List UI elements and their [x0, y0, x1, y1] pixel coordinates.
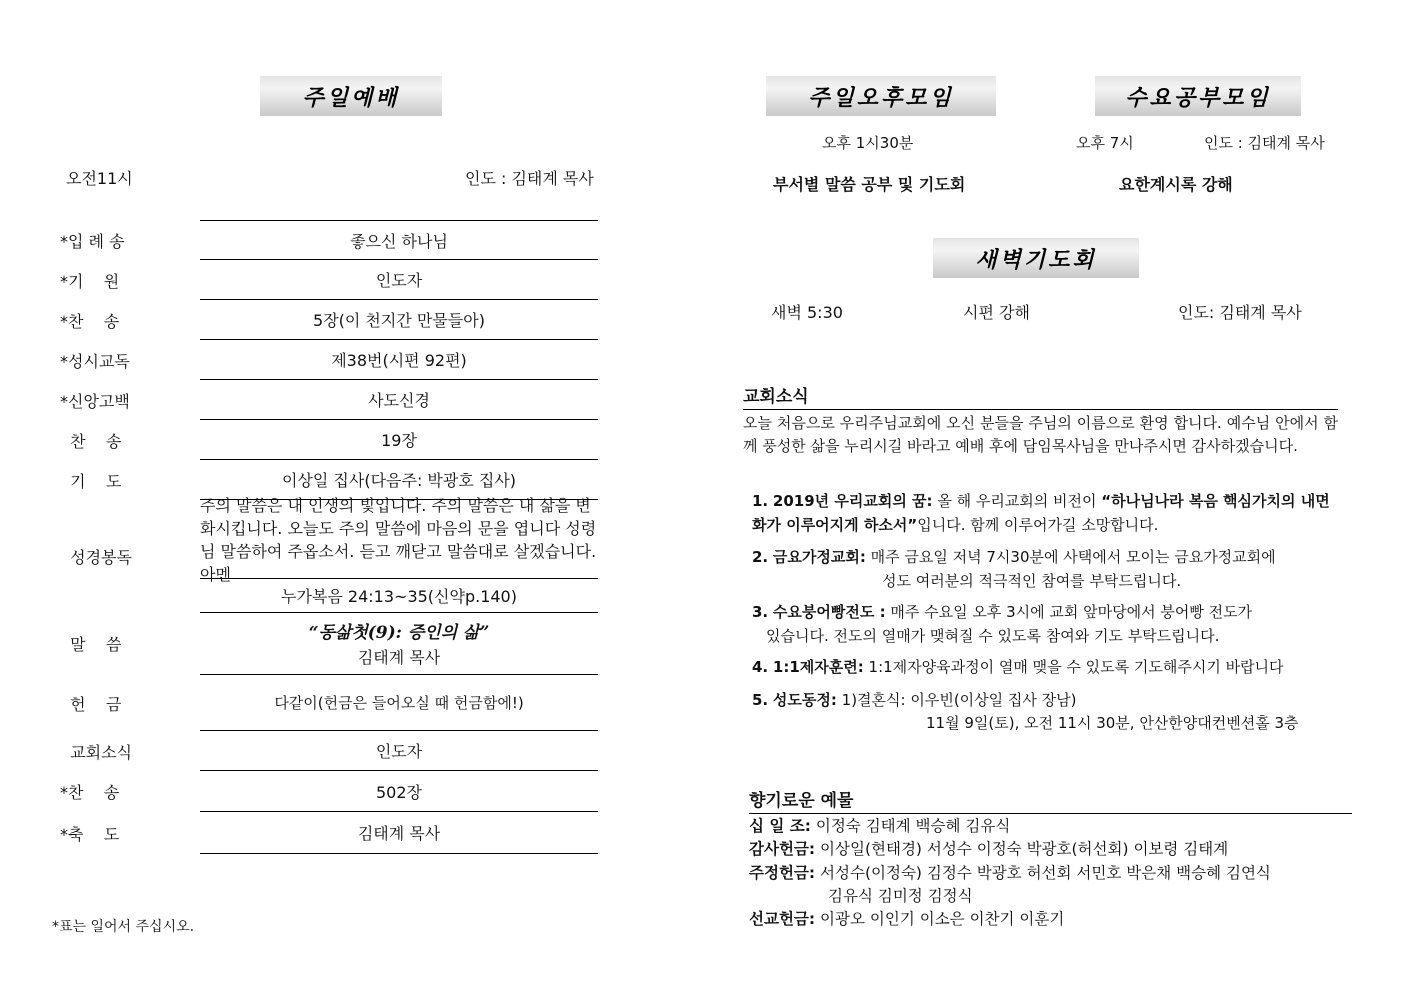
order-value: 502장 [200, 771, 598, 812]
order-value: 좋으신 하나님 [200, 220, 598, 260]
order-label: *입 례 송 [60, 231, 125, 251]
order-row [60, 340, 600, 380]
order-row [60, 260, 600, 300]
offering-row [749, 838, 1228, 861]
offering-label: 십 일 조: [749, 817, 811, 835]
order-row-sermon [60, 612, 600, 675]
order-value: 사도신경 [200, 380, 598, 420]
news-item-cont: 있습니다. 전도의 열매가 맺혀질 수 있도록 참여와 기도 부탁드립니다. [766, 627, 1220, 645]
offering-names: 이광오 이인기 이소은 이찬기 이훈기 [820, 910, 1065, 928]
news-heading [743, 382, 1338, 410]
afternoon-time: 오후 1시30분 [822, 134, 914, 152]
afternoon-desc: 부서별 말씀 공부 및 기도회 [773, 175, 966, 194]
news-item-cont: 성도 여러분의 적극적인 참여를 부탁드립니다. [882, 572, 1182, 590]
order-row [60, 675, 600, 731]
news-num: 1. [752, 492, 769, 510]
news-item [752, 655, 1352, 679]
offering-names-cont: 김유식 김미정 김정식 [828, 887, 973, 905]
offering-heading [749, 786, 1352, 814]
order-value: 인도자 [200, 260, 598, 300]
order-row [60, 771, 600, 812]
offering-label: 감사헌금: [749, 840, 816, 858]
news-text: 입니다. 함께 이루어가길 소망합니다. [917, 516, 1159, 534]
order-row [60, 220, 600, 260]
order-value: 인도자 [200, 731, 598, 771]
order-row [60, 380, 600, 420]
order-value: 5장(이 천지간 만물들아) [200, 300, 598, 340]
dawn-title: 새벽기도회 [933, 238, 1139, 278]
news-text: 올 해 우리교회의 비전이 [932, 492, 1102, 510]
dawn-time: 새벽 5:30 [771, 303, 843, 322]
dawn-desc: 시편 강해 [963, 303, 1030, 322]
order-label: 헌 금 [60, 694, 122, 714]
news-head: 수요붕어빵전도 : [772, 603, 886, 621]
news-item-cont: 11월 9일(토), 오전 11시 30분, 안산한양대컨벤션홀 3층 [926, 714, 1299, 732]
afternoon-title: 주일오후모임 [766, 76, 996, 116]
order-of-worship [60, 220, 600, 854]
news-num: 3. [752, 603, 769, 621]
wednesday-title: 수요공부모임 [1095, 76, 1301, 116]
order-value: 이상일 집사(다음주: 박광호 집사) [200, 460, 598, 500]
order-label: *찬 송 [60, 311, 120, 331]
order-label: *신앙고백 [60, 391, 130, 411]
news-item [752, 688, 1352, 712]
offering-names: 이상일(현태경) 서성수 이정숙 박광호(허선회) 이보령 김태계 [820, 840, 1229, 858]
news-text: 1:1제자양육과정이 열매 맺을 수 있도록 기도해주시기 바랍니다 [863, 658, 1284, 676]
news-head: 1:1제자훈련: [772, 658, 864, 676]
offering-title: 향기로운 예물 [749, 791, 854, 811]
news-num: 5. [752, 691, 769, 709]
news-emphasis: “하나님나라 복음 핵심가치의 내면화가 이루어지게 하소서” [752, 492, 1330, 534]
dawn-leader: 인도: 김태계 목사 [1178, 303, 1302, 322]
order-label: 성경봉독 [60, 547, 132, 567]
order-value: 다같이(헌금은 들어오실 때 헌금함에!) [200, 675, 598, 731]
news-intro: 오늘 처음으로 우리주님교회에 오신 분들을 주님의 이름으로 환영 합니다. 예수님 안에서 함께 풍성한 삶을 누리시길 바라고 예배 후에 담임목사님을 만나주시면 감사하겠습니다. [743, 414, 1338, 455]
order-label: *기 원 [60, 271, 120, 291]
news-item [752, 545, 1352, 569]
offering-row [749, 862, 1271, 885]
order-row [60, 420, 600, 460]
news-item [752, 489, 1340, 537]
order-label: 교회소식 [60, 742, 132, 762]
news-title: 교회소식 [743, 387, 809, 407]
wednesday-desc: 요한계시록 강해 [1119, 175, 1233, 194]
offering-label: 주정헌금: [749, 864, 816, 882]
offering-row [749, 815, 1010, 838]
order-label: *성시교독 [60, 351, 130, 371]
offering-names: 서성수(이정숙) 김정수 박광호 허선회 서민호 박은채 백승혜 김연식 [820, 864, 1271, 882]
sermon-preacher: 김태계 목사 [357, 648, 441, 667]
order-label: 말 씀 [60, 635, 122, 654]
news-text: 1)결혼식: 이우빈(이상일 집사 장남) [836, 691, 1077, 709]
service-time: 오전11시 [66, 169, 133, 188]
order-label: *축 도 [60, 824, 120, 844]
news-num: 2. [752, 548, 769, 566]
order-label: *찬 송 [60, 783, 120, 802]
scripture-prayer: 주의 말씀은 내 인생의 빛입니다. 주의 말씀은 내 삶을 변화시킵니다. 오늘도 주의 말씀에 마음의 문을 엽니다 성령님 말씀하여 주옵소서. 듣고 깨닫고 말씀대로 살겠습니다. 아멘 [200, 496, 597, 584]
news-head: 2019년 우리교회의 꿈: [772, 492, 933, 510]
news-item [752, 600, 1352, 624]
order-row-scripture [60, 496, 600, 612]
news-head: 금요가정교회: [772, 548, 866, 566]
order-value: 제38번(시편 92편) [200, 340, 598, 380]
wednesday-time: 오후 7시 [1076, 134, 1134, 152]
standing-note: *표는 일어서 주십시오. [52, 919, 195, 935]
offering-names: 이정숙 김태계 백승혜 김유식 [815, 817, 1011, 835]
news-text: 매주 금요일 저녁 7시30분에 사택에서 모이는 금요가정교회에 [865, 548, 1276, 566]
offering-label: 선교헌금: [749, 910, 816, 928]
order-row [60, 731, 600, 771]
order-row [60, 812, 600, 854]
offering-row [749, 908, 1064, 931]
service-leader: 인도 : 김태계 목사 [465, 169, 594, 188]
order-value: 19장 [200, 420, 598, 460]
news-num: 4. [752, 658, 769, 676]
sunday-service-title: 주일예배 [260, 76, 442, 116]
wednesday-leader: 인도 : 김태계 목사 [1204, 134, 1325, 152]
news-head: 성도동정: [772, 691, 837, 709]
order-label: 찬 송 [60, 431, 122, 451]
order-row [60, 300, 600, 340]
sermon-title: “동삶첫(9): 증인의 삶” [308, 623, 490, 643]
scripture-reference: 누가복음 24:13~35(신약p.140) [200, 579, 598, 613]
order-value: 김태계 목사 [200, 812, 598, 854]
order-label: 기 도 [60, 471, 122, 491]
news-text: 매주 수요일 오후 3시에 교회 앞마당에서 붕어빵 전도가 [885, 603, 1253, 621]
